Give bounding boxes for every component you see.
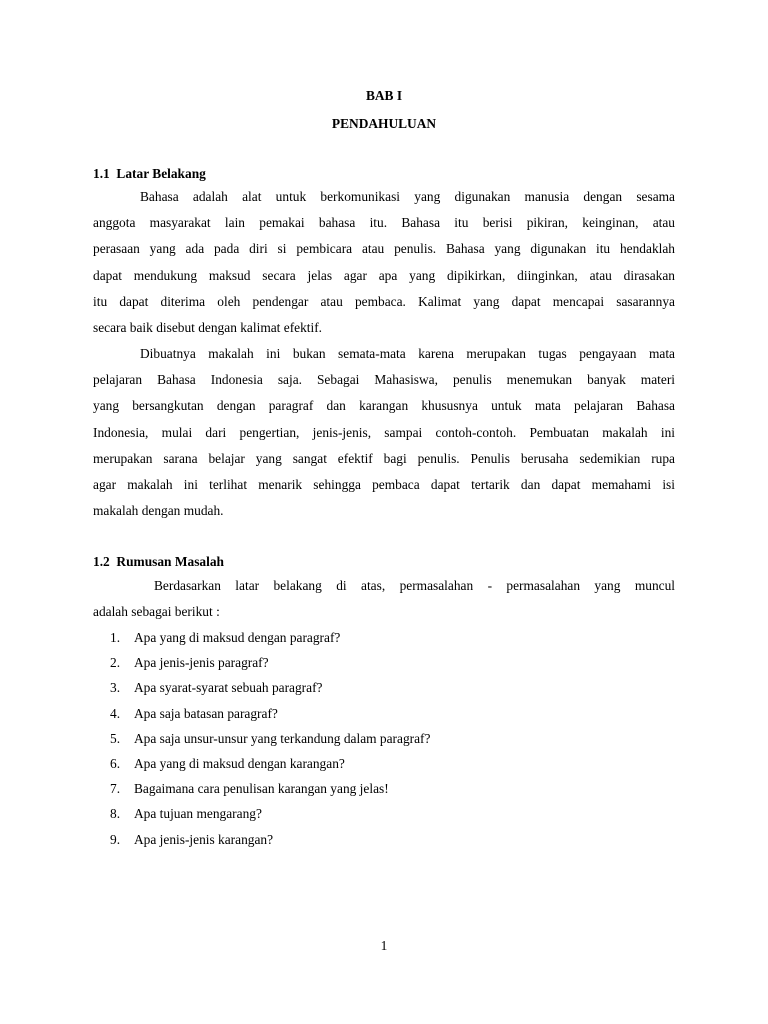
list-item: 3. Apa syarat-syarat sebuah paragraf? xyxy=(110,680,323,696)
paragraph-line: merupakan sarana belajar yang sangat efektif bagi penulis. Penulis berusaha sedemikian rupa xyxy=(93,450,675,466)
paragraph-line: anggota masyarakat lain pemakai bahasa itu. Bahasa itu berisi pikiran, keinginan, atau xyxy=(93,215,675,231)
chapter-label: BAB I xyxy=(365,88,403,103)
list-item: 6. Apa yang di maksud dengan karangan? xyxy=(110,755,345,771)
list-item: 9. Apa jenis-jenis karangan? xyxy=(110,831,274,847)
list-item: 4. Apa saja batasan paragraf? xyxy=(110,705,278,721)
paragraph-line: Berdasarkan latar belakang di atas, permasalahan - permasalahan yang muncul xyxy=(154,578,675,593)
section-heading-latar-belakang: 1.1 Latar Belakang xyxy=(93,166,206,181)
paragraph-line: agar makalah ini terlihat menarik sehingga pembaca dapat tertarik dan dapat memahami isi xyxy=(93,476,675,492)
list-item: 5. Apa saja unsur-unsur yang terkandung dalam paragraf? xyxy=(110,730,431,746)
paragraph-line: dapat mendukung maksud secara jelas agar apa yang dipikirkan, diinginkan, atau dirasakan xyxy=(93,267,675,283)
list-item: 7. Bagaimana cara penulisan karangan yang jelas! xyxy=(110,781,389,797)
chapter-title: PENDAHULUAN xyxy=(331,116,437,131)
list-item: 1. Apa yang di maksud dengan paragraf? xyxy=(110,630,341,645)
paragraph-line: pelajaran Bahasa Indonesia saja. Sebagai Mahasiswa, penulis menemukan banyak materi xyxy=(93,372,675,388)
paragraph-line: Bahasa adalah alat untuk berkomunikasi yang digunakan manusia dengan sesama xyxy=(140,189,675,204)
list-item: 8. Apa tujuan mengarang? xyxy=(110,806,262,822)
paragraph-latar-belakang-1 xyxy=(93,184,675,341)
paragraph-line: perasaan yang ada pada diri si pembicara atau penulis. Bahasa yang digunakan itu hendaklah xyxy=(93,241,675,257)
paragraph-line: makalah dengan mudah. xyxy=(93,503,224,519)
paragraph-line: itu dapat diterima oleh pendengar atau pembaca. Kalimat yang dapat mencapai sasarannya xyxy=(93,293,675,309)
paragraph-line: Indonesia, mulai dari pengertian, jenis-jenis, sampai contoh-contoh. Pembuatan makalah ini xyxy=(93,424,675,440)
paragraph-line: Dibuatnya makalah ini bukan semata-mata karena merupakan tugas pengayaan mata xyxy=(140,346,675,361)
paragraph-line: yang bersangkutan dengan paragraf dan karangan khususnya untuk mata pelajaran Bahasa xyxy=(93,398,675,414)
paragraph-latar-belakang-2 xyxy=(93,341,675,524)
paragraph-line: adalah sebagai berikut : xyxy=(93,604,220,620)
problem-list xyxy=(110,625,430,852)
page-number: 1 xyxy=(380,938,388,953)
paragraph-line: secara baik disebut dengan kalimat efektif. xyxy=(93,319,323,335)
list-item: 2. Apa jenis-jenis paragraf? xyxy=(110,655,269,671)
section-heading-rumusan-masalah: 1.2 Rumusan Masalah xyxy=(93,554,224,569)
paragraph-rumusan-intro xyxy=(93,573,675,625)
